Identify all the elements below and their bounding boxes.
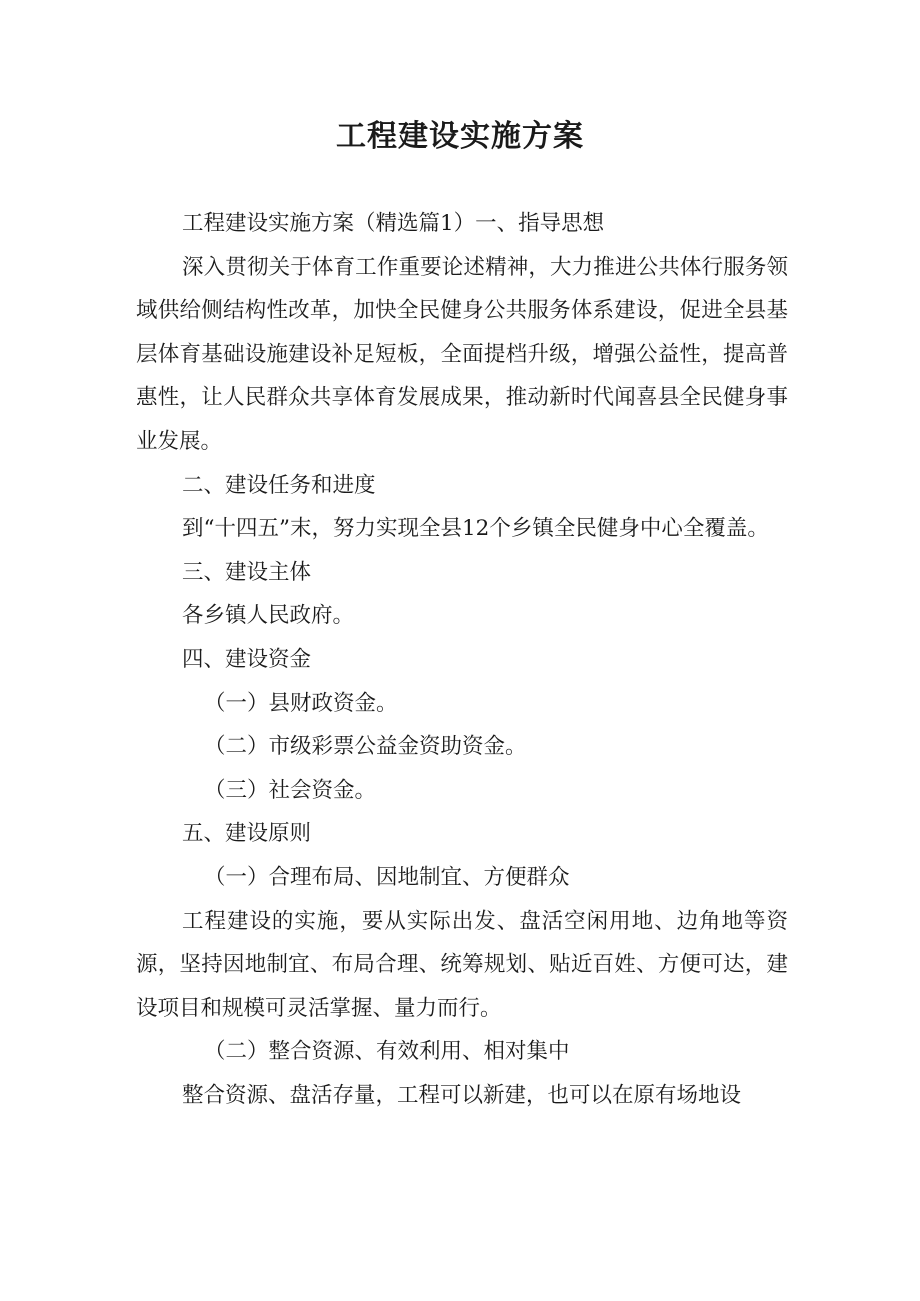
paragraph-intro-heading: 工程建设实施方案（精选篇1）一、指导思想	[182, 211, 605, 236]
heading-tasks-progress: 二、建设任务和进度	[182, 472, 376, 498]
subheading-principle-two: （二）整合资源、有效利用、相对集中	[204, 1039, 570, 1065]
heading-construction-principles: 五、建设原则	[182, 821, 312, 847]
paragraph-tasks-progress: 到“十四五”末，努力实现全县12个乡镇全民健身中心全覆盖。	[182, 516, 769, 542]
list-item-lottery-funds: （二）市级彩票公益金资助资金。	[204, 734, 527, 760]
list-item-county-funds: （一）县财政资金。	[204, 690, 398, 716]
paragraph-principle-one: 工程建设的实施，要从实际出发、盘活空闲用地、边角地等资源，坚持因地制宜、布局合理、统筹规划、贴近百姓、方便可达，建设项目和规模可灵活掌握、量力而行。	[136, 908, 788, 1021]
subheading-principle-one: （一）合理布局、因地制宜、方便群众	[204, 864, 570, 890]
paragraph-construction-subject: 各乡镇人民政府。	[182, 603, 355, 629]
document-body	[136, 202, 788, 1117]
list-item-social-funds: （三）社会资金。	[204, 777, 377, 803]
document-title: 工程建设实施方案	[336, 119, 584, 154]
heading-construction-subject: 三、建设主体	[182, 559, 312, 585]
paragraph-principle-two: 整合资源、盘活存量，工程可以新建，也可以在原有场地设	[182, 1082, 742, 1108]
paragraph-guiding-thought: 深入贯彻关于体育工作重要论述精神，大力推进公共体行服务领域供给侧结构性改革，加快全民健身公共服务体系建设，促进全县基层体育基础设施建设补足短板，全面提档升级，增强公益性，提高普惠性，让人民群众共享体育发展成果，推动新时代闻喜县全民健身事业发展。	[136, 254, 788, 454]
heading-construction-funds: 四、建设资金	[182, 646, 312, 672]
